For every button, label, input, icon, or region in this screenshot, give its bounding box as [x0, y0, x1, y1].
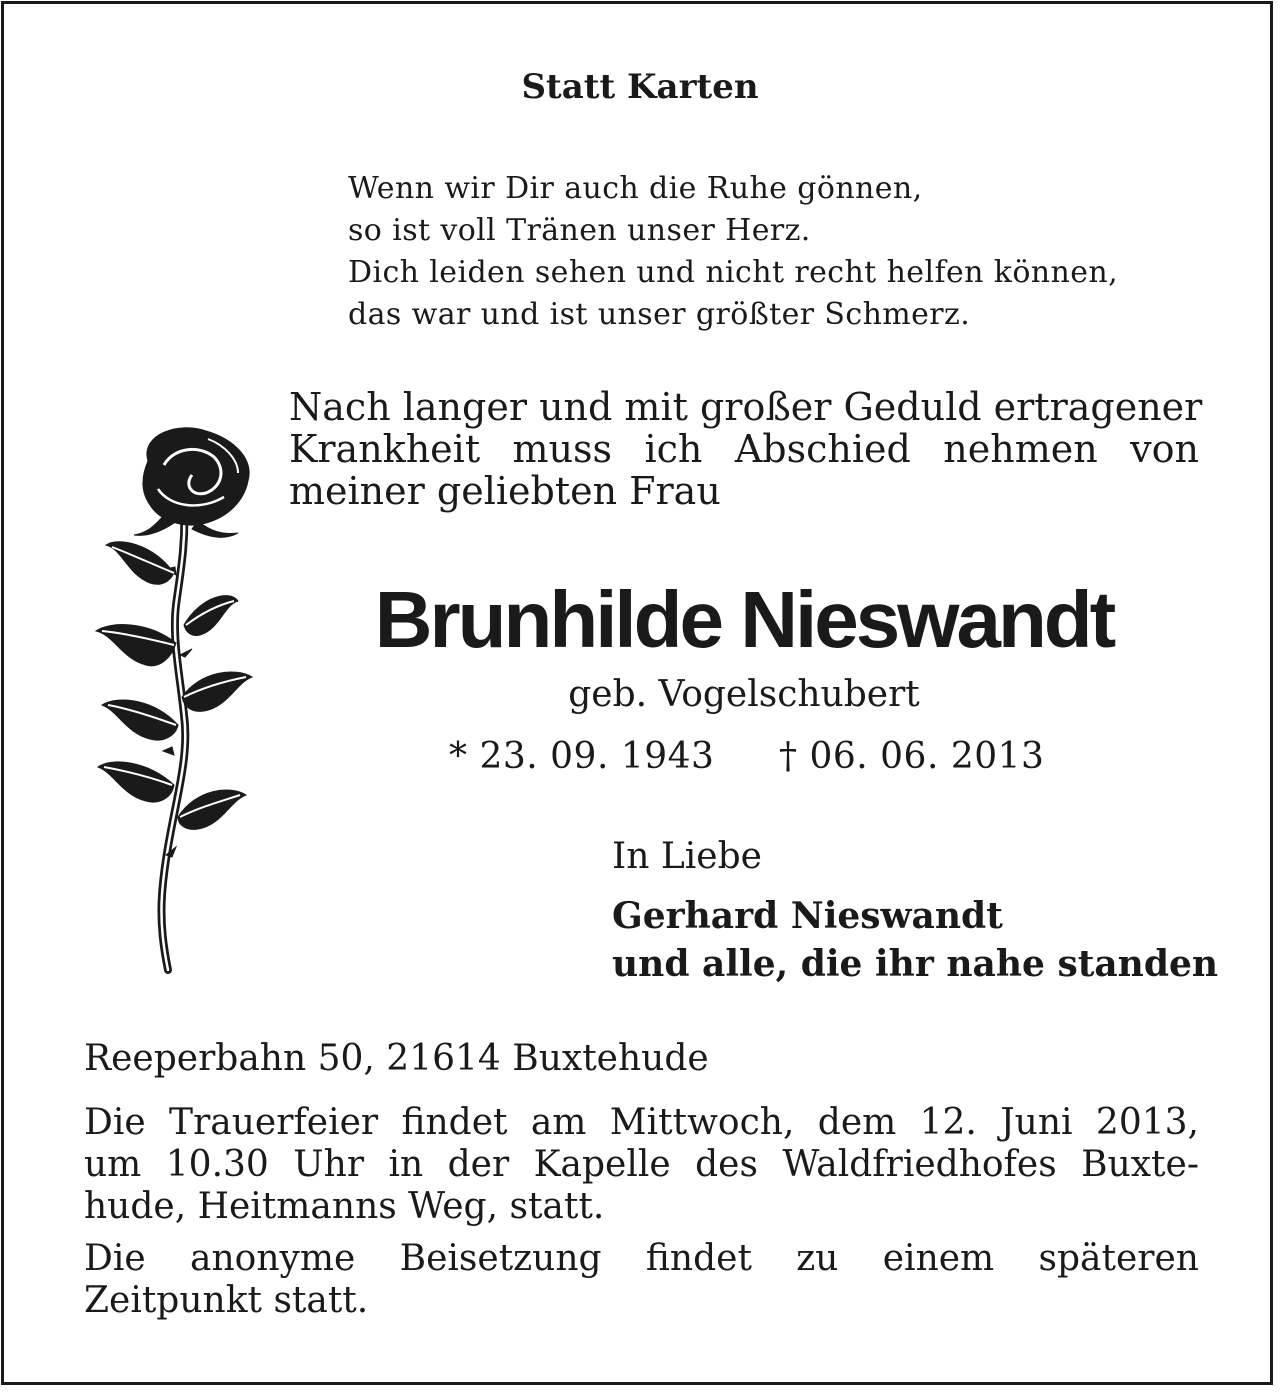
- intro-text: [289, 385, 1203, 513]
- signers: [612, 892, 1218, 988]
- header-title: Statt Karten: [521, 67, 759, 107]
- closing-phrase: In Liebe: [612, 836, 762, 877]
- funeral-notice: [84, 1102, 1199, 1228]
- poem-line: Wenn wir Dir auch die Ruhe gönnen,: [348, 171, 923, 206]
- burial-notice: [84, 1238, 1199, 1322]
- funeral-notice-line: hude, Heitmanns Weg, statt.: [84, 1186, 605, 1227]
- address: Reeperbahn 50, 21614 Buxtehude: [84, 1038, 709, 1079]
- burial-notice-line: Die anonyme Beisetzung findet zu einem späteren: [84, 1238, 1199, 1279]
- poem-line: das war und ist unser größter Schmerz.: [348, 297, 971, 332]
- intro-line: Nach langer und mit großer Geduld ertragener: [289, 385, 1203, 429]
- poem-line: so ist voll Tränen unser Herz.: [348, 213, 811, 248]
- funeral-notice-line: Die Trauerfeier findet am Mittwoch, dem 12. Juni 2013,: [84, 1102, 1199, 1143]
- deceased-name: Brunhilde Nieswandt: [374, 575, 1114, 664]
- intro-line: meiner geliebten Frau: [289, 469, 721, 513]
- rose-icon: [88, 425, 268, 977]
- funeral-notice-line: um 10.30 Uhr in der Kapelle des Waldfriedhofes Buxte-: [84, 1144, 1199, 1185]
- poem: [348, 168, 1228, 336]
- birth-date: * 23. 09. 1943: [449, 736, 715, 777]
- maiden-name: geb. Vogelschubert: [568, 674, 920, 715]
- signer-line: und alle, die ihr nahe standen: [612, 943, 1219, 985]
- poem-line: Dich leiden sehen und nicht recht helfen können,: [348, 255, 1119, 290]
- signer-line: Gerhard Nieswandt: [612, 895, 1003, 937]
- death-date: † 06. 06. 2013: [779, 736, 1045, 777]
- intro-line: Krankheit muss ich Abschied nehmen von: [289, 427, 1199, 471]
- burial-notice-line: Zeitpunkt statt.: [84, 1280, 369, 1321]
